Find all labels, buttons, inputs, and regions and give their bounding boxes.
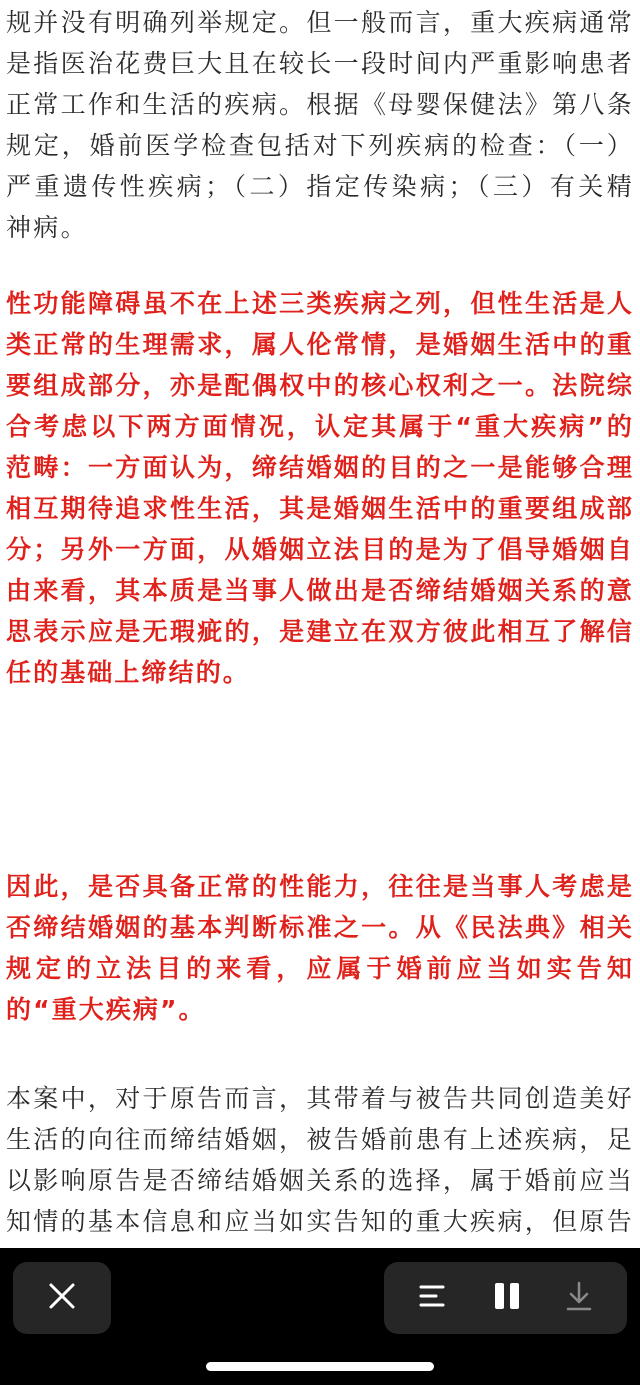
menu-lines-icon — [419, 1284, 445, 1312]
close-button[interactable] — [13, 1262, 111, 1334]
pause-icon — [494, 1282, 520, 1314]
article-paragraph-highlighted: 因此，是否具备正常的性能力，往往是当事人考虑是否缔结婚姻的基本判断标准之一。从《民法典》相关规定的立法目的来看，应属于婚前应当如实告知的“重大疾病”。 — [6, 872, 634, 1024]
article-paragraph-highlighted: 性功能障碍虽不在上述三类疾病之列，但性生活是人类正常的生理需求，属人伦常情，是婚姻生活中的重要组成部分，亦是配偶权中的核心权利之一。法院综合考虑以下两方面情况，认定其属于“重大疾病”的范畴：一方面认为，缔结婚姻的目的之一是能够合理相互期待追求性生活，其是婚姻生活中的重要组成部分；另外一方面，从婚姻立法目的是为了倡导婚姻自由来看，其本质是当事人做出是否缔结婚姻关系的意思表示应是无瑕疵的，是建立在双方彼此相互了解信任的基础上缔结的。 — [6, 289, 634, 687]
article-paragraph: 规并没有明确列举规定。但一般而言，重大疾病通常是指医治花费巨大且在较长一段时间内严重影响患者正常工作和生活的疾病。根据《母婴保健法》第八条规定，婚前医学检查包括对下列疾病的检查：（一）严重遗传性疾病；（二）指定传染病；（三）有关精神病。 — [6, 8, 634, 242]
article-paragraph: 本案中，对于原告而言，其带着与被告共同创造美好生活的向往而缔结婚姻，被告婚前患有上述疾病，足以影响原告是否缔结婚姻关系的选择，属于婚前应当知情的基本信息和应当如实告知的重大疾病，但原告 — [6, 1084, 634, 1236]
download-icon — [566, 1281, 592, 1315]
pause-button[interactable] — [472, 1262, 542, 1334]
close-icon — [49, 1283, 75, 1313]
playback-controls — [384, 1262, 627, 1334]
menu-button[interactable] — [397, 1262, 467, 1334]
home-indicator[interactable] — [206, 1362, 434, 1371]
download-button[interactable] — [544, 1262, 614, 1334]
bottom-toolbar — [0, 1248, 640, 1385]
